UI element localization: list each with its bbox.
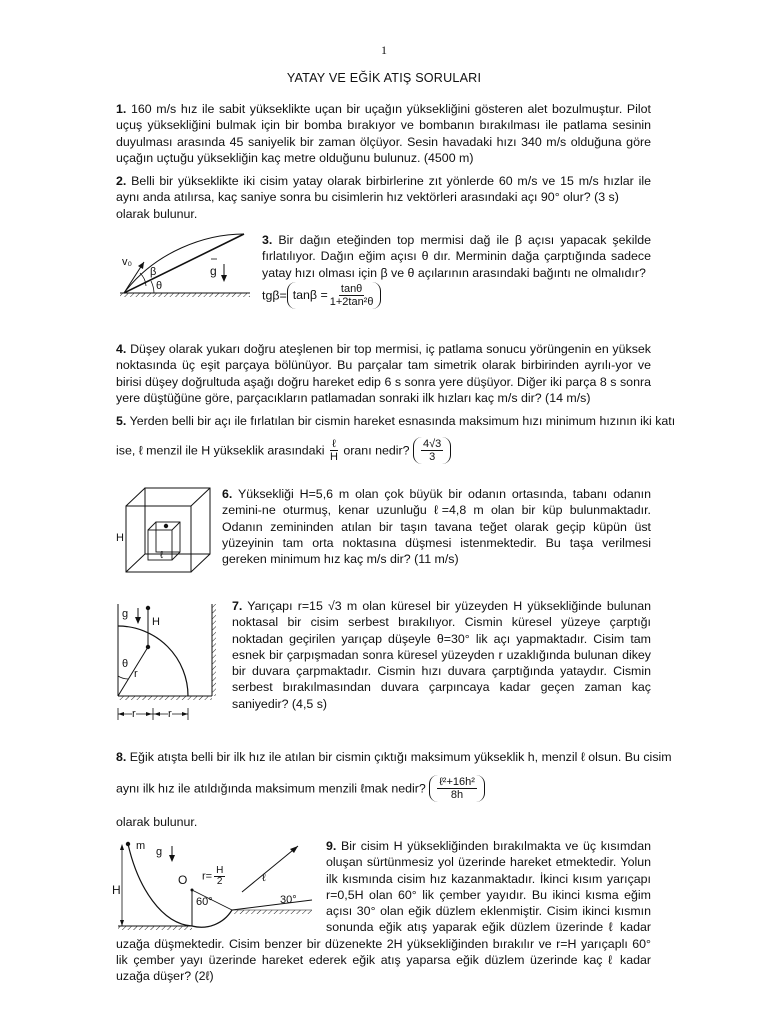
question-text-2: ise, ℓ menzil ile H yükseklik arasındaki	[116, 443, 325, 458]
range-label: ℓ	[262, 872, 266, 884]
fraction-denominator: 3	[429, 451, 436, 464]
q9-figure-float	[116, 838, 326, 934]
question-text: Yerden belli bir açı ile fırlatılan bir cismin hareket esnasında maksimum hızı minimum hızının iki katı	[129, 414, 676, 428]
question-number: 3.	[262, 233, 273, 247]
answer-fraction	[330, 283, 374, 308]
q7-figure	[112, 600, 228, 722]
page-title: YATAY VE EĞİK ATIŞ SORULARI	[286, 71, 482, 85]
answer-paren	[287, 282, 382, 309]
question-number: 8.	[116, 750, 127, 764]
fraction-numerator: ℓ	[332, 438, 336, 451]
answer-lhs: tanβ =	[292, 288, 328, 303]
question-number: 1.	[116, 102, 127, 116]
edge-label: ℓ	[160, 550, 164, 561]
fraction-numerator: tanθ	[340, 283, 363, 295]
fraction-denominator: 8h	[450, 789, 464, 802]
gravity-label: g	[122, 608, 129, 620]
radius-dim-2: r	[168, 706, 172, 722]
gravity-label: g	[156, 846, 163, 858]
question-text: Bir cisim H yüksekliğinden bırakılmakta ve üç kısımdan oluşan sürtünmesiz yol üzerinde hareket etmektedir. Yolun ilk kısmında cisim hız kazanmaktadır. İkinci kısım yarıçapı r=0,5H olan 60° lik çember yayıdır. Bu ikinci kısma eğim açısı 30° olan eğik düzlem eklenmiştir. Cisim ikinci kısmın sonunda eğik atış yaparak eğik düzlem üzerinde ℓ kadar uzağa düşmektedir. Cisim benzer bir düzenekte 2H yüksekliğinden bırakılır ve r=H yarıçaplı 60° lik çember yayı üzerinde hareket ederek eğik atış yaparsa eğik düzlem üzerinde kaç ℓ kadar uzağa düşer? (2ℓ)	[116, 839, 651, 984]
question-text: Yüksekliği H=5,6 m olan çok büyük bir odanın ortasında, tabanı odanın zemini-ne oturmuş, kenar uzunluğu ℓ=4,8 m olan bir küp bulunmaktadır. Odanın zemininden atılan bir taşın tavana teğet olarak geçip küpün üst yüzeyinin tam orta noktasına düşmesi istenmektedir. Bu taşa verilmesi gereken minimum hız kaç m/s dir? (11 m/s)	[222, 487, 651, 567]
answer-prefix: tgβ=	[262, 288, 287, 303]
question-7	[232, 598, 651, 712]
question-text: Bir dağın eteğinden top mermisi dağ ile β açısı yapacak şekilde fırlatılıyor. Dağın eğim açısı θ dır. Merminin dağa çarptığında sadece yatay hızı olması için β ve θ açılarının arasındaki bağıntı ne olmalıdır?	[262, 233, 651, 280]
question-tail: olarak bulunur.	[116, 815, 198, 830]
gravity-label: g	[210, 264, 217, 278]
mass-label: m	[136, 840, 146, 852]
question-9	[116, 838, 651, 985]
beta-label: β	[150, 266, 157, 278]
radius-dim-1: r	[132, 706, 136, 722]
fraction-numerator: ℓ²+16h²	[439, 776, 475, 789]
question-number: 5.	[116, 414, 127, 428]
q6-figure	[116, 486, 216, 576]
center-label: O	[178, 873, 188, 887]
height-label: H	[152, 616, 160, 628]
theta-label: θ	[122, 658, 129, 670]
question-number: 9.	[326, 839, 337, 853]
answer-fraction	[421, 438, 443, 463]
q3-figure	[116, 226, 256, 302]
question-8	[116, 749, 672, 831]
answer-paren	[413, 437, 451, 464]
question-1	[116, 101, 651, 166]
page-number: 1	[381, 43, 387, 57]
question-text: Belli bir yükseklikte iki cisim yatay olarak birbirlerine zıt yönlerde 60 m/s ve 15 m/s hızlar ile aynı anda atılırsa, kaç saniye sonra bu cisimlerin hız vektörleri arasındaki açı 90° olur? (3 s)	[116, 174, 651, 205]
radius-label: r	[134, 668, 138, 680]
fraction-numerator: 4√3	[422, 438, 442, 451]
question-text-2: aynı ilk hız ile atıldığında maksimum menzili ℓmak nedir?	[116, 781, 426, 796]
radius-label: r= $\frac{H}{2}$	[202, 865, 224, 887]
answer-fraction	[437, 776, 477, 801]
fraction-denominator: H	[329, 451, 338, 464]
arc-angle-label: 60°	[196, 896, 213, 908]
theta-label: θ	[156, 280, 163, 292]
v0-label: v₀	[122, 256, 133, 268]
answer-paren	[429, 775, 485, 802]
question-2	[116, 173, 651, 222]
question-5	[116, 413, 676, 464]
question-text: Düşey olarak yukarı doğru ateşlenen bir top mermisi, iç patlama sonucu yörüngenin en yüksek noktasında üç eşit parçaya bölünüyor. Bu parçalar tam simetrik olarak birbirinden ayrılı-yor ve birisi düşey doğrultuda aşağı doğru hareket edip 6 s sonra yere düşüyor. Diğer iki parça 8 s sonra yere düştüğüne göre, parçacıkların patlamadan sonraki ilk hızları kaç m/s dir? (14 m/s)	[116, 342, 651, 405]
question-6	[222, 486, 651, 567]
height-label: H	[112, 883, 121, 897]
question-text: 160 m/s hız ile sabit yükseklikte uçan bir uçağın yüksekliğini gösteren alet bozulmuştur. Pilot uçuş yüksekliğini bulmak için bir bomba bırakıyor ve bombanın bırakılması ile patlama sesinin duyulması arasında 45 saniyelik bir zaman ölçüyor. Sesin havadaki hızı 340 m/s olduğuna göre uçağın uçtuğu yüksekliğin kaç metre olduğunu bulunuz. (4500 m)	[116, 102, 652, 165]
ratio-fraction	[330, 438, 338, 463]
q3-answer	[262, 282, 381, 309]
fraction-denominator: 1+2tan²θ	[329, 296, 374, 308]
question-3	[262, 232, 651, 281]
question-number: 7.	[232, 599, 243, 613]
question-tail: olarak bulunur.	[116, 206, 198, 221]
question-number: 6.	[222, 487, 233, 501]
question-4	[116, 341, 651, 406]
question-text: Yarıçapı r=15 √3 m olan küresel bir yüzeyden H yüksekliğinde bulunan noktasal bir cisim serbest bırakılıyor. Cismin küresel yüzeye çarptığı noktadan geçirilen yarıçap düşeyle θ=30° lik açı yapmaktadır. Cisim tam esnek bir çarpışmadan sonra küresel yüzeyden r uzaklığında bulunan dikey bir duvara çarpmaktadır. Cismin hızı duvara çarptığında yataydır. Cismin serbest bırakılmasından duvara çarpıncaya kadar geçen zaman kaç saniyedir? (4,5 s)	[232, 599, 652, 711]
incline-angle-label: 30°	[280, 894, 297, 906]
question-text-3: oranı nedir?	[343, 443, 410, 458]
question-text: Eğik atışta belli bir ilk hız ile atılan bir cismin çıktığı maksimum yükseklik h, menzil ℓ olsun. Bu cisim	[129, 750, 672, 764]
question-number: 4.	[116, 342, 127, 356]
question-number: 2.	[116, 174, 127, 188]
height-label: H	[116, 532, 124, 544]
